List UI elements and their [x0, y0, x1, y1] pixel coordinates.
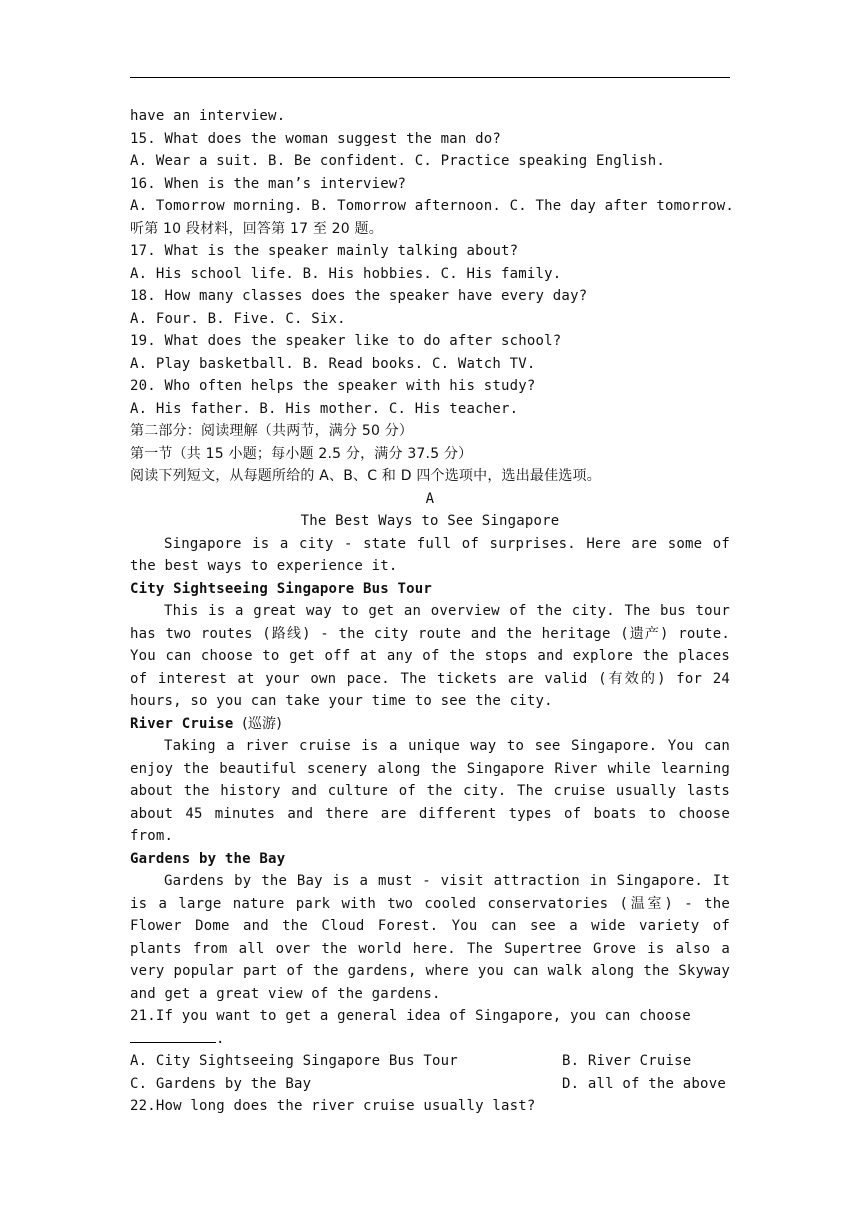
bus-tour-text: This is a great way to get an overview of the city. The bus tour has two routes (路线) - the city route and the heritage (遗产) route. You can choose to get off at any of the stops and explore the places of interest at your own pace. The tickets are valid (有效的) for 24 hours, so you can take your time to see the city.	[130, 603, 730, 709]
option-a: A. City Sightseeing Singapore Bus Tour	[130, 1053, 458, 1069]
question-21	[130, 1005, 730, 1028]
section-heading-river-cruise	[130, 713, 730, 736]
option-d: D. all of the above	[562, 1075, 726, 1092]
page-content	[130, 105, 735, 1118]
question-15-options: A. Wear a suit. B. Be confident. C. Practice speaking English.	[130, 153, 665, 169]
section-heading-gardens: Gardens by the Bay	[130, 850, 286, 867]
section-text-gardens	[130, 870, 730, 1005]
option-b: B. River Cruise	[562, 1053, 692, 1069]
question-17: 17. What is the speaker mainly talking about?	[130, 243, 519, 259]
question-19: 19. What does the speaker like to do after school?	[130, 333, 562, 349]
question-16: 16. When is the man’s interview?	[130, 175, 407, 192]
passage-intro-text: Singapore is a city - state full of surprises. Here are some of the best ways to experience it.	[130, 535, 730, 574]
part-heading: 第二部分：阅读理解（共两节，满分 50 分）	[130, 423, 414, 439]
section-heading-bus-tour: City Sightseeing Singapore Bus Tour	[130, 580, 433, 597]
question-21-options-row-1	[130, 1050, 730, 1073]
passage-intro	[130, 533, 730, 578]
question-21-stem: 21.If you want to get a general idea of Singapore, you can choose	[130, 1008, 691, 1024]
question-18: 18. How many classes does the speaker have every day?	[130, 288, 588, 304]
reading-instruction: 阅读下列短文，从每题所给的 A、B、C 和 D 四个选项中，选出最佳选项。	[130, 468, 601, 484]
question-16-options: A. Tomorrow morning. B. Tomorrow afternoon. C. The day after tomorrow.	[130, 198, 735, 214]
question-19-options: A. Play basketball. B. Read books. C. Watch TV.	[130, 355, 536, 372]
question-20-options: A. His father. B. His mother. C. His teacher.	[130, 400, 519, 417]
question-15: 15. What does the woman suggest the man do?	[130, 130, 502, 147]
question-22: 22.How long does the river cruise usually last?	[130, 1098, 536, 1114]
section-text-river-cruise	[130, 735, 730, 848]
river-cruise-heading: River Cruise	[130, 715, 234, 732]
passage-title: The Best Ways to See Singapore	[300, 513, 560, 529]
blank-period: .	[216, 1030, 225, 1047]
gardens-text: Gardens by the Bay is a must - visit attraction in Singapore. It is a large nature park with two cooled conservatories (温室) - the Flower Dome and the Cloud Forest. You can see a wide variety of plants from all over the world here. The Supertree Grove is also a very popular part of the gardens, where you can walk along the Skyway and get a great view of the gardens.	[130, 873, 730, 1002]
question-17-options: A. His school life. B. His hobbies. C. His family.	[130, 265, 562, 282]
option-c: C. Gardens by the Bay	[130, 1075, 312, 1092]
section-text-bus-tour	[130, 600, 730, 713]
header-rule	[130, 77, 730, 78]
section-instruction: 听第 10 段材料，回答第 17 至 20 题。	[130, 220, 383, 237]
section-heading: 第一节（共 15 小题；每小题 2.5 分，满分 37.5 分）	[130, 445, 473, 462]
river-cruise-text: Taking a river cruise is a unique way to see Singapore. You can enjoy the beautiful scenery along the Singapore River while learning about the history and culture of the city. The cruise usually lasts about 45 minutes and there are different types of boats to choose from.	[130, 738, 730, 844]
question-20: 20. Who often helps the speaker with his study?	[130, 378, 536, 394]
question-21-options-row-2	[130, 1073, 730, 1096]
text-line: have an interview.	[130, 108, 286, 124]
passage-letter: A	[425, 490, 435, 507]
river-cruise-note: (巡游)	[242, 715, 282, 732]
answer-blank	[130, 1030, 216, 1043]
question-21-blank-line	[130, 1028, 730, 1051]
question-18-options: A. Four. B. Five. C. Six.	[130, 310, 346, 327]
